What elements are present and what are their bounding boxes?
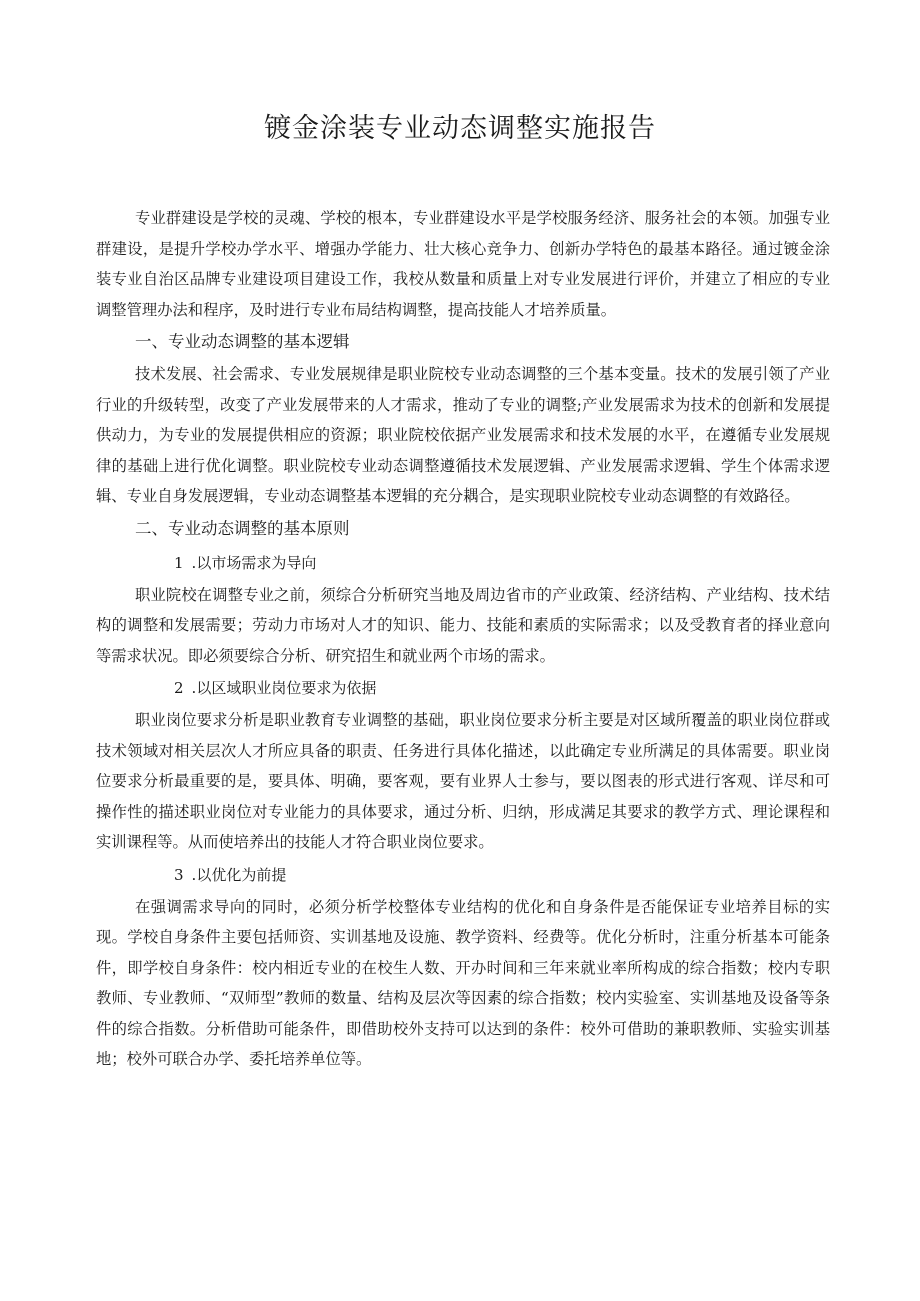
document-title: 镀金涂装专业动态调整实施报告	[264, 113, 656, 144]
subsection-2-paragraph: 职业岗位要求分析是职业教育专业调整的基础，职业岗位要求分析主要是对区域所覆盖的职业岗位群或技术领域对相关层次人才所应具备的职责、任务进行具体化描述，以此确定专业所满足的具体需要。职业岗位要求分析最重要的是，要具体、明确，要客观，要有业界人士参与，要以图表的形式进行客观、详尽和可操作性的描述职业岗位对专业能力的具体要求，通过分析、归纳，形成满足其要求的教学方式、理论课程和实训课程等。从而使培养出的技能人才符合职业岗位要求。	[96, 711, 830, 851]
subsection-number: 3	[174, 865, 184, 884]
subsection-heading-2	[96, 671, 830, 705]
section-1-paragraph: 技术发展、社会需求、专业发展规律是职业院校专业动态调整的三个基本变量。技术的发展引领了产业行业的升级转型，改变了产业发展带来的人才需求，推动了专业的调整;产业发展需求为技术的创新和发展提供动力，为专业的发展提供相应的资源；职业院校依据产业发展需求和技术发展的水平，在遵循专业发展规律的基础上进行优化调整。职业院校专业动态调整遵循技术发展逻辑、产业发展需求逻辑、学生个体需求逻辑、专业自身发展逻辑，专业动态调整基本逻辑的充分耦合，是实现职业院校专业动态调整的有效路径。	[96, 365, 830, 505]
document-body	[96, 203, 830, 1075]
subsection-number: 2	[174, 679, 184, 697]
subsection-number: 1	[174, 553, 184, 572]
subsection-3-paragraph: 在强调需求导向的同时，必须分析学校整体专业结构的优化和自身条件是否能保证专业培养目标的实现。学校自身条件主要包括师资、实训基地及设施、教学资料、经费等。优化分析时，注重分析基本可能条件，即学校自身条件：校内相近专业的在校生人数、开办时间和三年来就业率所构成的综合指数；校内专职教师、专业教师、“双师型”教师的数量、结构及层次等因素的综合指数；校内实验室、实训基地及设备等条件的综合指数。分析借助可能条件，即借助校外支持可以达到的条件：校外可借助的兼职教师、实验实训基地；校外可联合办学、委托培养单位等。	[96, 897, 830, 1068]
intro-paragraph: 专业群建设是学校的灵魂、学校的根本，专业群建设水平是学校服务经济、服务社会的本领。加强专业群建设，是提升学校办学水平、增强办学能力、壮大核心竞争力、创新办学特色的最基本路径。通过镀金涂装专业自治区品牌专业建设项目建设工作，我校从数量和质量上对专业发展进行评价，并建立了相应的专业调整管理办法和程序，及时进行专业布局结构调整，提高技能人才培养质量。	[96, 209, 830, 319]
subsection-heading-1	[96, 546, 830, 580]
subsection-heading-3	[96, 858, 830, 892]
subsection-1-paragraph: 职业院校在调整专业之前，须综合分析研究当地及周边省市的产业政策、经济结构、产业结构、技术结构的调整和发展需要；劳动力市场对人才的知识、能力、技能和素质的实际需求；以及受教育者的择业意向等需求状况。即必须要综合分析、研究招生和就业两个市场的需求。	[96, 585, 830, 665]
subsection-title: .以优化为前提	[191, 865, 287, 884]
section-heading-1: 一、专业动态调整的基本逻辑	[135, 332, 350, 351]
subsection-title: .以区域职业岗位要求为依据	[191, 679, 377, 697]
subsection-title: .以市场需求为导向	[191, 553, 317, 572]
section-heading-2: 二、专业动态调整的基本原则	[135, 518, 350, 538]
